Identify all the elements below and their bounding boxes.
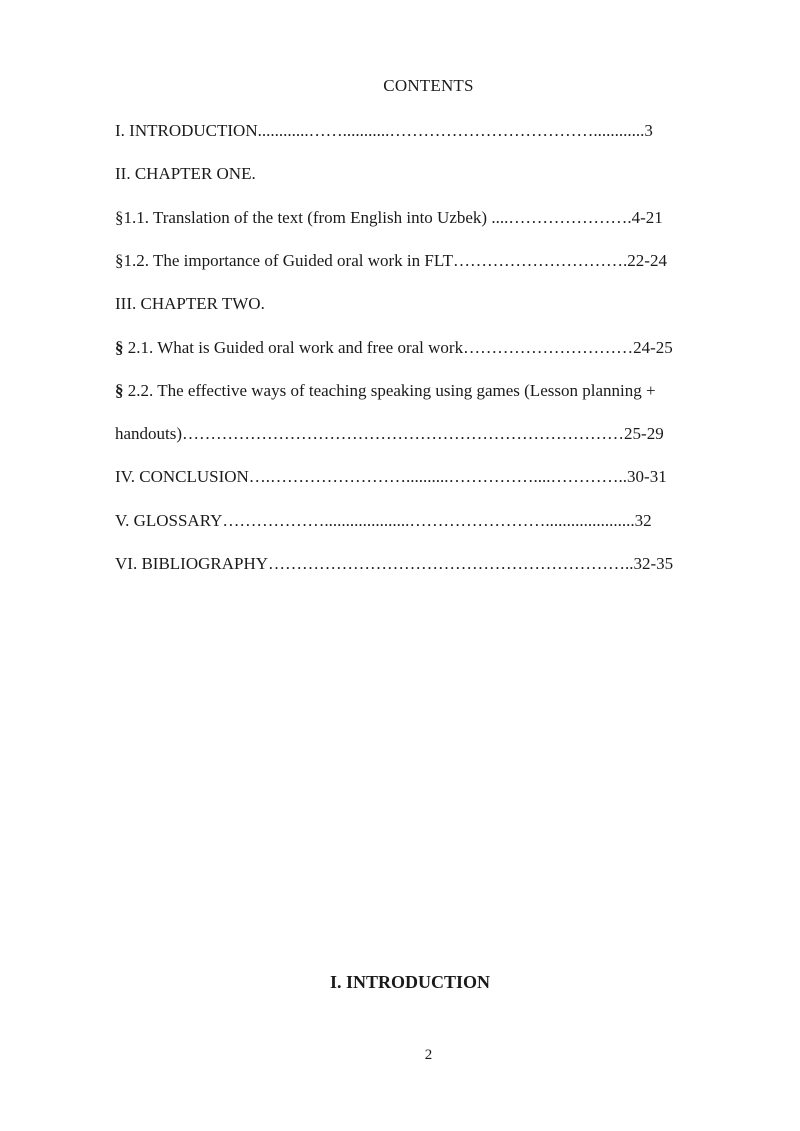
toc-entry-2-1 <box>115 337 673 359</box>
toc-entry-1-1 <box>115 207 663 229</box>
toc-entry-2-2 <box>115 380 656 402</box>
toc-entry-text: §1.1. Translation of the text (from English into Uzbek) ....………………….4-21 <box>115 208 663 227</box>
toc-entry-text: §1.2. The importance of Guided oral work in FLT………………………….22-24 <box>115 251 667 270</box>
section-sign: § <box>115 381 124 400</box>
toc-entry-chapter-two <box>115 293 265 315</box>
section-heading: I. INTRODUCTION <box>329 972 491 992</box>
toc-entry-bibliography <box>115 553 673 575</box>
toc-entry-text: III. CHAPTER TWO. <box>115 294 265 313</box>
toc-entry-text: 2.1. What is Guided oral work and free oral work…………………………24-25 <box>123 338 673 357</box>
toc-entry-text: 2.2. The effective ways of teaching speaking using games (Lesson planning + <box>123 381 656 400</box>
toc-entry-chapter-one <box>115 163 256 185</box>
toc-entry-text: IV. CONCLUSION….……………………..........……………....…………..30-31 <box>115 467 667 486</box>
toc-entry-1-2 <box>115 250 667 272</box>
toc-entry-text: handouts)……………………………………………………………………25-29 <box>115 424 664 443</box>
toc-entry-2-2-continued <box>115 423 664 445</box>
toc-entry-text: II. CHAPTER ONE. <box>115 164 256 183</box>
toc-entry-text: V. GLOSSARY………………....................…………………….....................32 <box>115 511 652 530</box>
section-sign: § <box>115 338 124 357</box>
toc-entry-conclusion <box>115 466 667 488</box>
toc-entry-text: I. INTRODUCTION............……...........………………………………............3 <box>115 121 653 140</box>
page-number: 2 <box>424 1047 433 1063</box>
toc-entry-text: VI. BIBLIOGRAPHY………………………………………………………..32-35 <box>115 554 674 573</box>
toc-title: CONTENTS <box>383 76 474 95</box>
toc-entry-glossary <box>115 510 652 532</box>
toc-entry-introduction <box>115 120 653 142</box>
